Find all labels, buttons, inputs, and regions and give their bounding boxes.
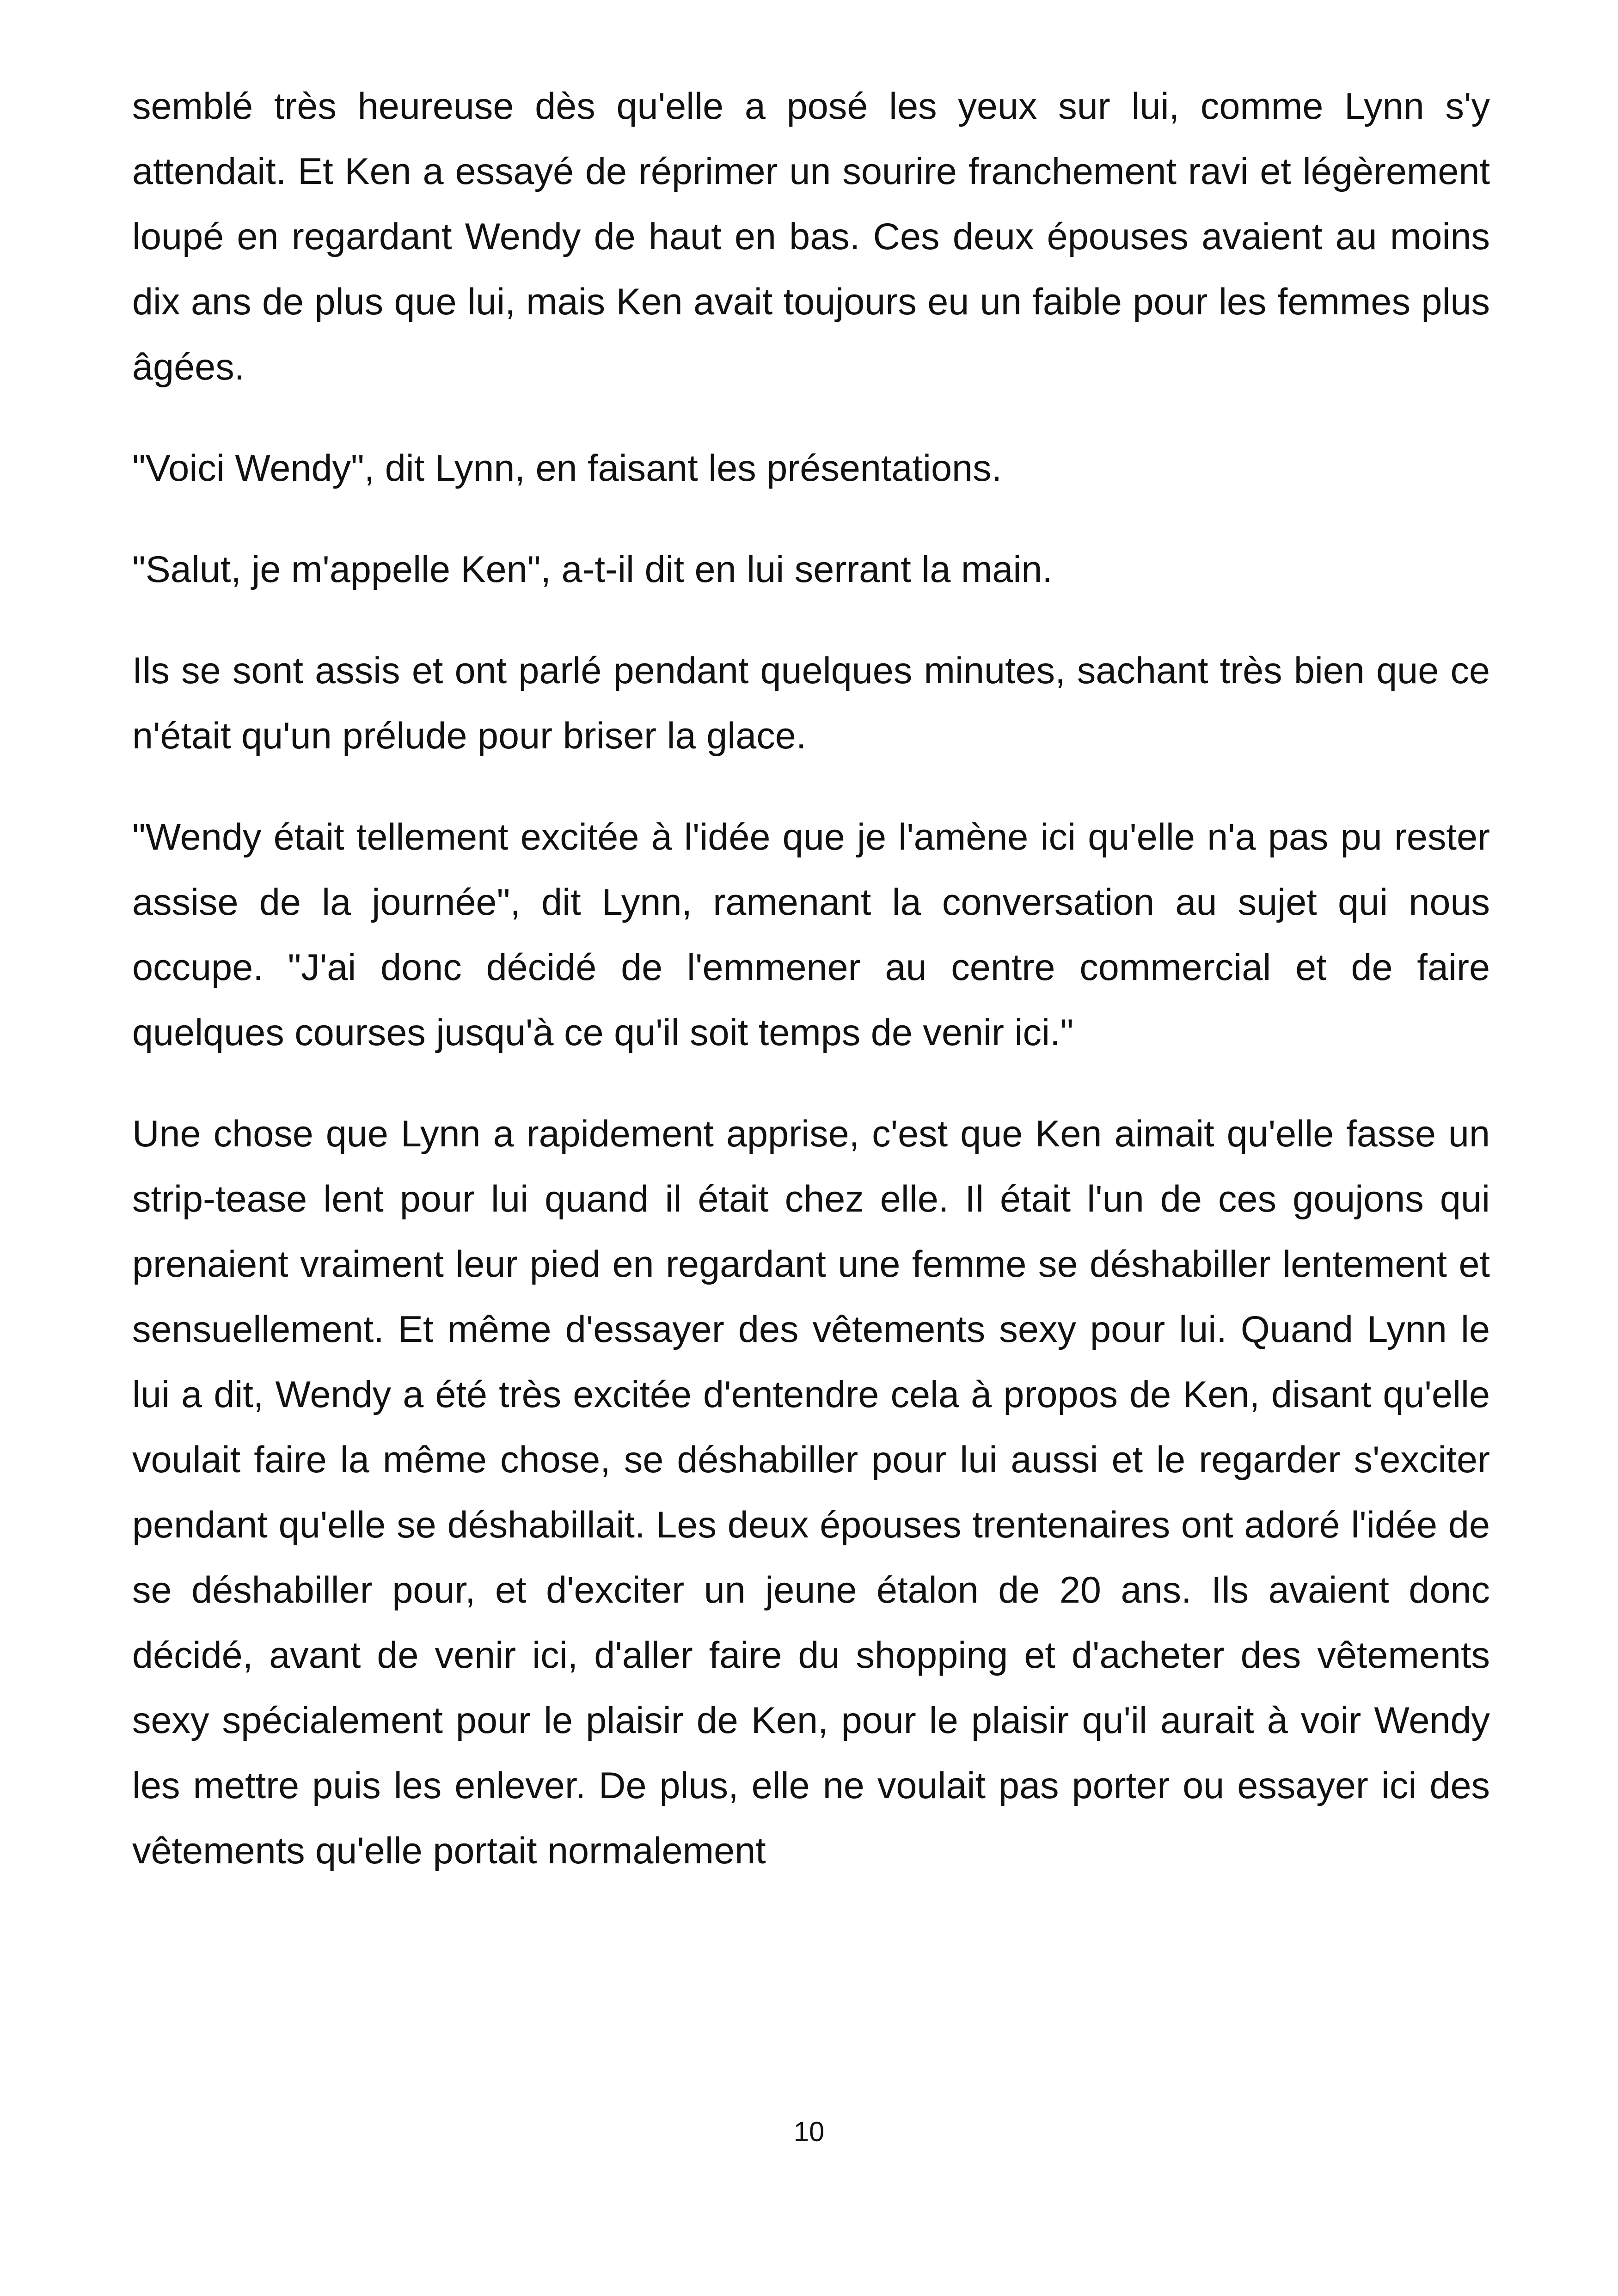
paragraph-4: Ils se sont assis et ont parlé pendant quelques minutes, sachant très bien que ce n'était qu'un prélude pour briser la glace. bbox=[132, 650, 1490, 757]
paragraph-2: "Voici Wendy", dit Lynn, en faisant les présentations. bbox=[132, 447, 1002, 489]
paragraph-1: semblé très heureuse dès qu'elle a posé les yeux sur lui, comme Lynn s'y attendait. Et Ken a essayé de réprimer un sourire franchement ravi et légèrement loupé en regardant Wendy de haut en bas. Ces deux épouses avaient au moins dix ans de plus que lui, mais Ken avait toujours eu un faible pour les femmes plus âgées. bbox=[132, 86, 1490, 388]
paragraph-3: "Salut, je m'appelle Ken", a-t-il dit en lui serrant la main. bbox=[132, 549, 1053, 590]
body-text bbox=[132, 74, 1490, 1920]
page-number: 10 bbox=[793, 2116, 825, 2147]
paragraph-6: Une chose que Lynn a rapidement apprise, c'est que Ken aimait qu'elle fasse un strip-tease lent pour lui quand il était chez elle. Il était l'un de ces goujons qui prenaient vraiment leur pied en regardant une femme se déshabiller lentement et sensuellement. Et même d'essayer des vêtements sexy pour lui. Quand Lynn le lui a dit, Wendy a été très excitée d'entendre cela à propos de Ken, disant qu'elle voulait faire la même chose, se déshabiller pour lui aussi et le regarder s'exciter pendant qu'elle se déshabillait. Les deux épouses trentenaires ont adoré l'idée de se déshabiller pour, et d'exciter un jeune étalon de 20 ans. Ils avaient donc décidé, avant de venir ici, d'aller faire du shopping et d'acheter des vêtements sexy spécialement pour le plaisir de Ken, pour le plaisir qu'il aurait à voir Wendy les mettre puis les enlever. De plus, elle ne voulait pas porter ou essayer ici des vêtements qu'elle portait normalement bbox=[132, 1113, 1490, 1872]
paragraph-5: "Wendy était tellement excitée à l'idée que je l'amène ici qu'elle n'a pas pu rester assise de la journée", dit Lynn, ramenant la conversation au sujet qui nous occupe. "J'ai donc décidé de l'emmener au centre commercial et de faire quelques courses jusqu'à ce qu'il soit temps de venir ici." bbox=[132, 816, 1490, 1053]
